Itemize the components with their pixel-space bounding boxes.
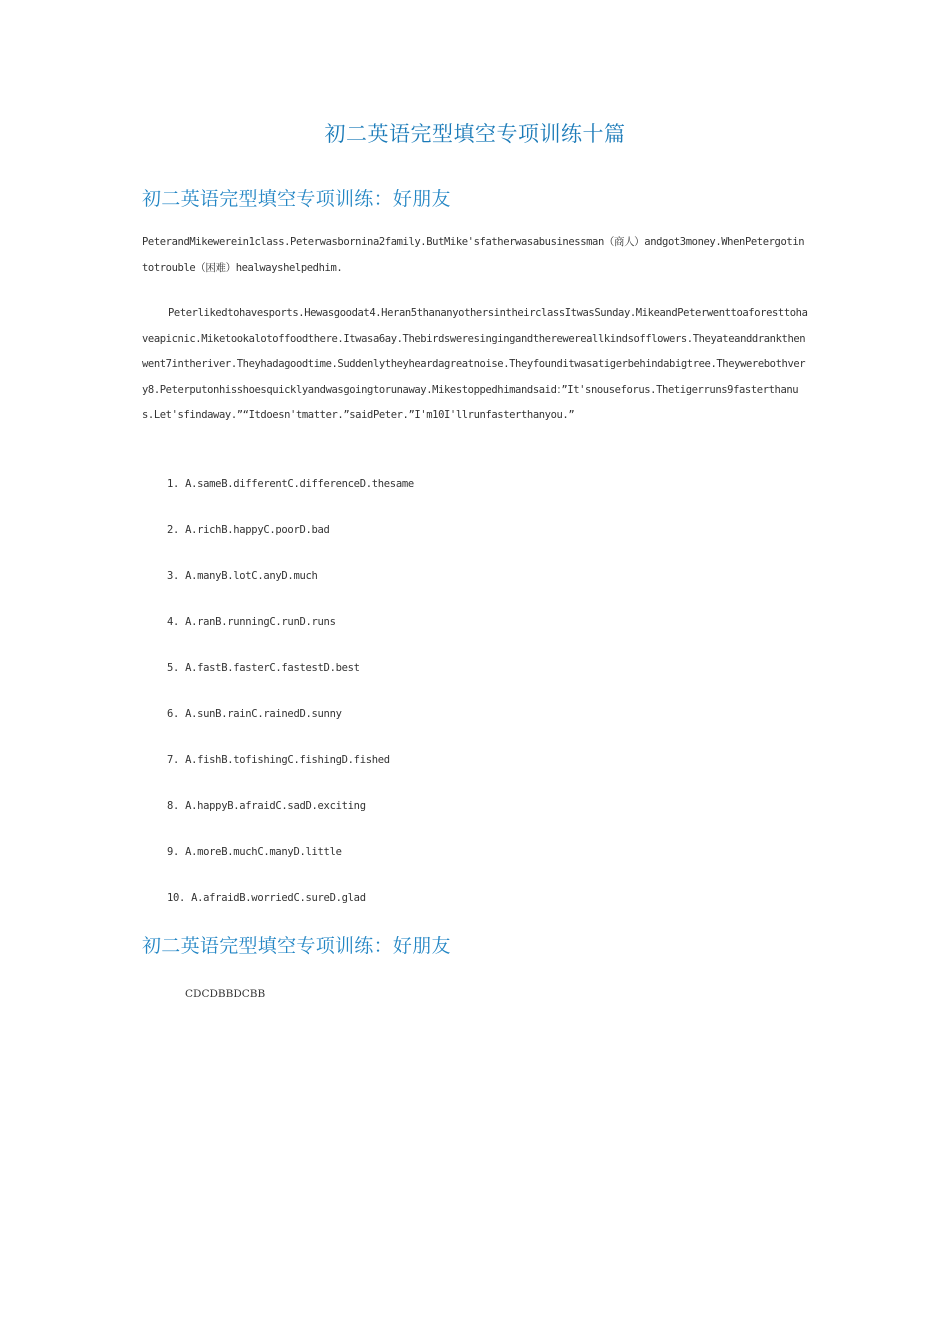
passage-paragraph-1: PeterandMikewerein1class.Peterwasbornina2family.ButMike'sfatherwasabusinessman（商人）andgot3money.WhenPetergotintotrouble（困难）healwayshelpedhim. [142, 236, 805, 274]
question-option-5: 5. A.fastB.fasterC.fastestD.best [167, 662, 360, 674]
question-option-3: 3. A.manyB.lotC.anyD.much [167, 570, 318, 582]
question-option-8: 8. A.happyB.afraidC.sadD.exciting [167, 800, 366, 812]
question-option-2: 2. A.richB.happyC.poorD.bad [167, 524, 330, 536]
question-option-9: 9. A.moreB.muchC.manyD.little [167, 846, 342, 858]
question-option-7: 7. A.fishB.tofishingC.fishingD.fished [167, 754, 390, 766]
answer-section-heading: 初二英语完型填空专项训练：好朋友 [142, 935, 451, 957]
question-option-10: 10. A.afraidB.worriedC.sureD.glad [167, 892, 366, 904]
question-option-4: 4. A.ranB.runningC.runD.runs [167, 616, 336, 628]
passage-paragraph-2: Peterlikedtohavesports.Hewasgoodat4.Heran5thananyothersintheirclassItwasSunday.MikeandPeterwenttoaforesttohaveapicnic.Miketookalotoffoodthere.Itwasa6ay.Thebirdsweresingingandtherewereallkindsofflowers.Theyateanddrankthenwent7intheriver.Theyhadagoodtime.Suddenlytheyheardagreatnoise.Theyfounditwasatigerbehindabigtree.Theywerebothvery8.Peterputonhisshoesquicklyandwasgoingtorunaway.Mikestoppedhimandsaid：”It'snouseforus.Thetigerruns9fasterthanus.Let'sfindaway.”“Itdoesn'tmatter.”saidPeter.”I'm10I'llrunfasterthanyou.” [142, 307, 808, 421]
question-option-6: 6. A.sunB.rainC.rainedD.sunny [167, 708, 342, 720]
section-heading: 初二英语完型填空专项训练：好朋友 [142, 188, 451, 210]
answer-key: CDCDBBDCBB [185, 988, 266, 1000]
question-option-1: 1. A.sameB.differentC.differenceD.thesame [167, 478, 414, 490]
document-title: 初二英语完型填空专项训练十篇 [324, 122, 626, 146]
